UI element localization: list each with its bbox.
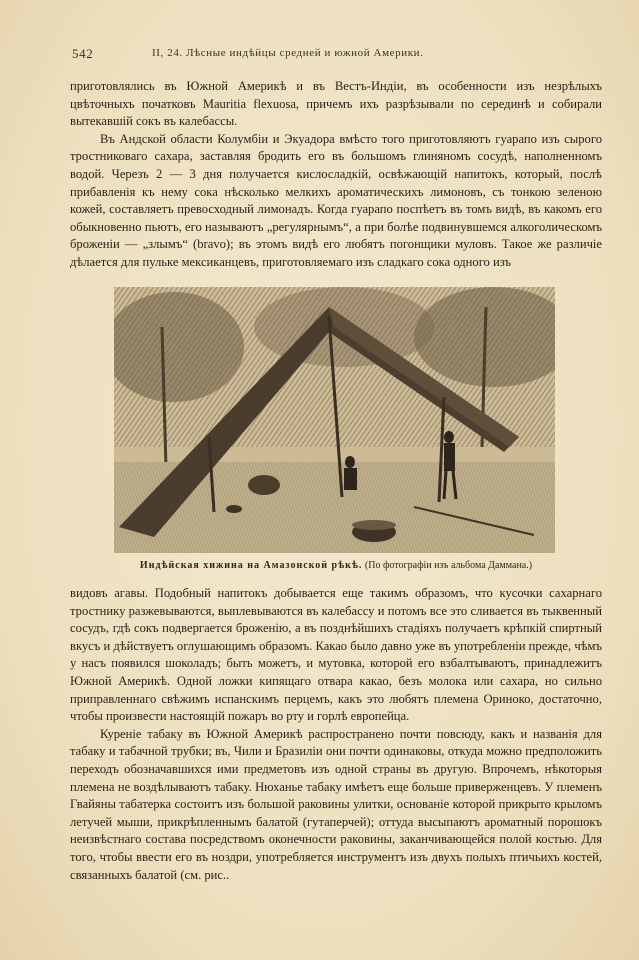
text-block-bottom xyxy=(70,585,602,884)
page-header xyxy=(72,46,591,64)
hut-illustration xyxy=(114,287,555,553)
running-title: II, 24. Лѣсные индѣйцы средней и южной Америки. xyxy=(152,47,424,59)
engraving-indian-hut xyxy=(114,287,555,553)
paragraph: Куреніе табаку въ Южной Америкѣ распространено почти повсюду, какъ и названія для табаку и табачной трубки; въ, Чили и Бразиліи они почти одинаковы, откуда можно предположить переходъ обозначавшихся ими предметовъ изъ одной страны въ другую. Впрочемъ, нѣкоторыя племена не воздѣлываютъ табаку. Нюханье табаку имѣетъ еще больше приверженцевъ. У племенъ Гвайяны табатерка состоитъ изъ большой раковины улитки, основаніе которой прикрыто крыломъ летучей мыши, прикрѣпленнымъ балатой (гутаперчей); оттуда высыпаютъ ароматный порошокъ неизвѣстнаго состава посредствомъ оконечности раковины, заканчивающейся полой костью. Для того, чтобы ввести его въ ноздри, употребляется инструментъ изъ двухъ полыхъ птичьихъ костей, связанныхъ балатой (см. рис.. xyxy=(70,726,602,882)
caption-title: Индѣйская хижина на Амазонской рѣкѣ. xyxy=(139,560,363,571)
figure-caption xyxy=(70,560,602,571)
paragraph: Въ Андской области Колумбіи и Экуадора вмѣсто того приготовляютъ гуарапо изъ сырого тростниковаго сахара, заставляя бродить его въ большомъ глиняномъ сосудѣ, наполненномъ водой. Черезъ 2 — 3 дня получается кислосладкій, освѣжающій напитокъ, который, послѣ прибавленія къ нему сока нѣсколько мелкихъ ароматическихъ лимоновъ, съ тонкою зеленою кожей, составляетъ превосходный лимонадъ. Когда гуарапо поспѣетъ въ томъ видѣ, въ какомъ его обыкновенно пьютъ, его называютъ „регулярнымъ“, а при болѣе подвинувшемся алкоголическомъ броженіи — „злымъ“ (bravo); въ этомъ видѣ его любятъ погонщики муловъ. Такое же различіе дѣлается для пульке мексиканцевъ, приготовляемаго изъ сладкаго сока одного изъ xyxy=(70,131,602,269)
page-number: 542 xyxy=(72,46,94,61)
paragraph: видовъ агавы. Подобный напитокъ добывается еще такимъ образомъ, что кусочки сахарнаго тростнику разжевываются, выплевываются въ калебассу и потомъ все это сливается въ тыквенный сосудъ, гдѣ сокъ подвергается броженію, а въ позднѣйшихъ стадіяхъ получаетъ крѣпкій спиртный вкусъ и дѣйствуетъ оглушающимъ образомъ. Какао было давно уже въ употребленіи прежде, чѣмъ у насъ появился шоколадъ; быть можетъ, и мутовка, которой его взбалтываютъ, принадлежитъ Южной Америкѣ. Одной ложки кипящаго отвара какао, безъ молока или сахара, но сильно приправленнаго свѣжимъ испанскимъ перцемъ, какъ это любятъ племена Ориноко, достаточно, чтобы произвести настоящій пожаръ во рту и горлѣ европейца. xyxy=(70,586,602,724)
caption-source: (По фотографіи изъ альбома Даммана.) xyxy=(364,560,533,571)
text-block-top xyxy=(70,78,602,272)
paragraph: приготовлялись въ Южной Америкѣ и въ Вестъ-Индіи, въ особенности изъ незрѣлыхъ цвѣточныхъ початковъ Mauritia flexuosa, причемъ ихъ разрѣзывали по серединѣ и собирали вытекавшій сокъ въ калебассы. xyxy=(70,79,602,129)
